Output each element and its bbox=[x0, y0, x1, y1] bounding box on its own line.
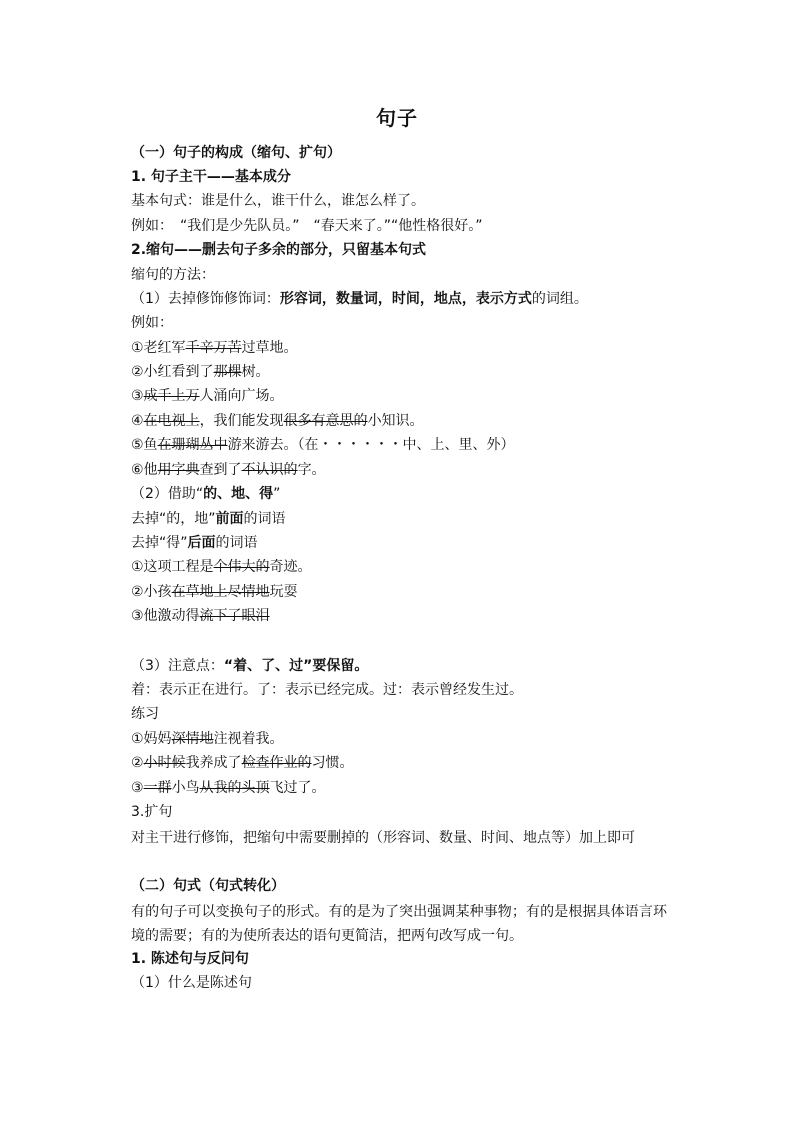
sentence-pattern-intro: 有的句子可以变换句子的形式。有的是为了突出强调某种事物；有的是根据具体语言环境的需要；有的为使所表达的语句更简洁，把两句改写成一句。 bbox=[131, 904, 667, 944]
struck-words: 很多有意思的 bbox=[283, 413, 368, 429]
aspect-explanation: 着：表示正在进行。了：表示已经完成。过：表示曾经发生过。 bbox=[131, 682, 523, 698]
example-sentence-6: ⑥他用字典查到了不认识的字。 bbox=[131, 462, 326, 478]
struck-words: 不认识的 bbox=[241, 462, 298, 478]
example-text: 例如： “我们是少先队员。” “春天来了。”“他性格很好。” bbox=[131, 218, 483, 234]
example-label: 例如： bbox=[131, 315, 173, 331]
example-sentence-3: ③成千上万人涌向广场。 bbox=[131, 388, 284, 404]
struck-words: 从我的头顶 bbox=[199, 780, 270, 796]
remove-after-rule: 去掉“得”后面的词语 bbox=[131, 535, 258, 551]
remove-before-rule: 去掉“的，地”前面的词语 bbox=[131, 511, 286, 527]
expand-description: 对主干进行修饰，把缩句中需要删掉的（形容词、数量、时间、地点等）加上即可 bbox=[131, 830, 635, 846]
struck-words: 那棵 bbox=[213, 364, 242, 380]
example-sentence-9: ③他激动得流下了眼泪 bbox=[131, 608, 270, 624]
rule-2: （2）借助“的、地、得” bbox=[131, 486, 281, 502]
struck-words: 千辛万苦 bbox=[185, 340, 242, 356]
rule-1-suffix: 的词组。 bbox=[531, 291, 588, 307]
struck-words: 成千上万 bbox=[143, 388, 200, 404]
example-sentence-7: ①这项工程是个伟大的奇迹。 bbox=[131, 559, 312, 575]
struck-words: 小时候 bbox=[143, 755, 186, 771]
subheading-expand: 3.扩句 bbox=[131, 804, 173, 820]
practice-label: 练习 bbox=[131, 706, 159, 722]
question-what-is-statement: （1）什么是陈述句 bbox=[131, 975, 252, 991]
section-heading-1: （一）句子的构成（缩句、扩句） bbox=[131, 145, 341, 161]
practice-sentence-2: ②小时候我养成了检查作业的习惯。 bbox=[131, 755, 354, 771]
rule-3: （3）注意点：“着、了、过”要保留。 bbox=[131, 658, 369, 674]
section-heading-2: （二）句式（句式转化） bbox=[131, 878, 285, 894]
example-sentence-8: ②小孩在草地上尽情地玩耍 bbox=[131, 584, 298, 600]
struck-words: 一群 bbox=[143, 780, 172, 796]
struck-words: 在草地上尽情地 bbox=[171, 584, 270, 600]
struck-words: 用字典 bbox=[157, 462, 200, 478]
struck-words: 流下了眼泪 bbox=[199, 608, 270, 624]
struck-words: 在电视上 bbox=[143, 413, 200, 429]
subheading-sentence-core: 1. 句子主干——基本成分 bbox=[131, 169, 291, 185]
page-title: 句子 bbox=[376, 106, 418, 130]
method-label: 缩句的方法： bbox=[131, 267, 215, 283]
rule-1-bold: 形容词，数量词，时间，地点，表示方式 bbox=[279, 291, 532, 307]
example-sentence-1: ①老红军千辛万苦过草地。 bbox=[131, 340, 298, 356]
struck-words: 检查作业的 bbox=[241, 755, 312, 771]
struck-words: 深情地 bbox=[171, 731, 214, 747]
struck-words: 个伟大的 bbox=[213, 559, 270, 575]
example-sentence-2: ②小红看到了那棵树。 bbox=[131, 364, 270, 380]
basic-pattern-text: 基本句式：谁是什么，谁干什么，谁怎么样了。 bbox=[131, 193, 425, 209]
practice-sentence-1: ①妈妈深情地注视着我。 bbox=[131, 731, 284, 747]
practice-sentence-3: ③一群小鸟从我的头顶飞过了。 bbox=[131, 780, 326, 796]
rule-1-prefix: （1）去掉修饰修饰词： bbox=[131, 291, 280, 307]
struck-words: 在珊瑚丛中 bbox=[157, 437, 228, 453]
example-sentence-5: ⑤鱼在珊瑚丛中游来游去。（在・・・・・・中、上、里、外） bbox=[131, 437, 515, 453]
subheading-shorten: 2.缩句——删去句子多余的部分，只留基本句式 bbox=[131, 242, 427, 258]
example-sentence-4: ④在电视上，我们能发现很多有意思的小知识。 bbox=[131, 413, 424, 429]
rule-1 bbox=[131, 289, 588, 309]
subheading-statement-rhetorical: 1. 陈述句与反问句 bbox=[131, 951, 249, 967]
